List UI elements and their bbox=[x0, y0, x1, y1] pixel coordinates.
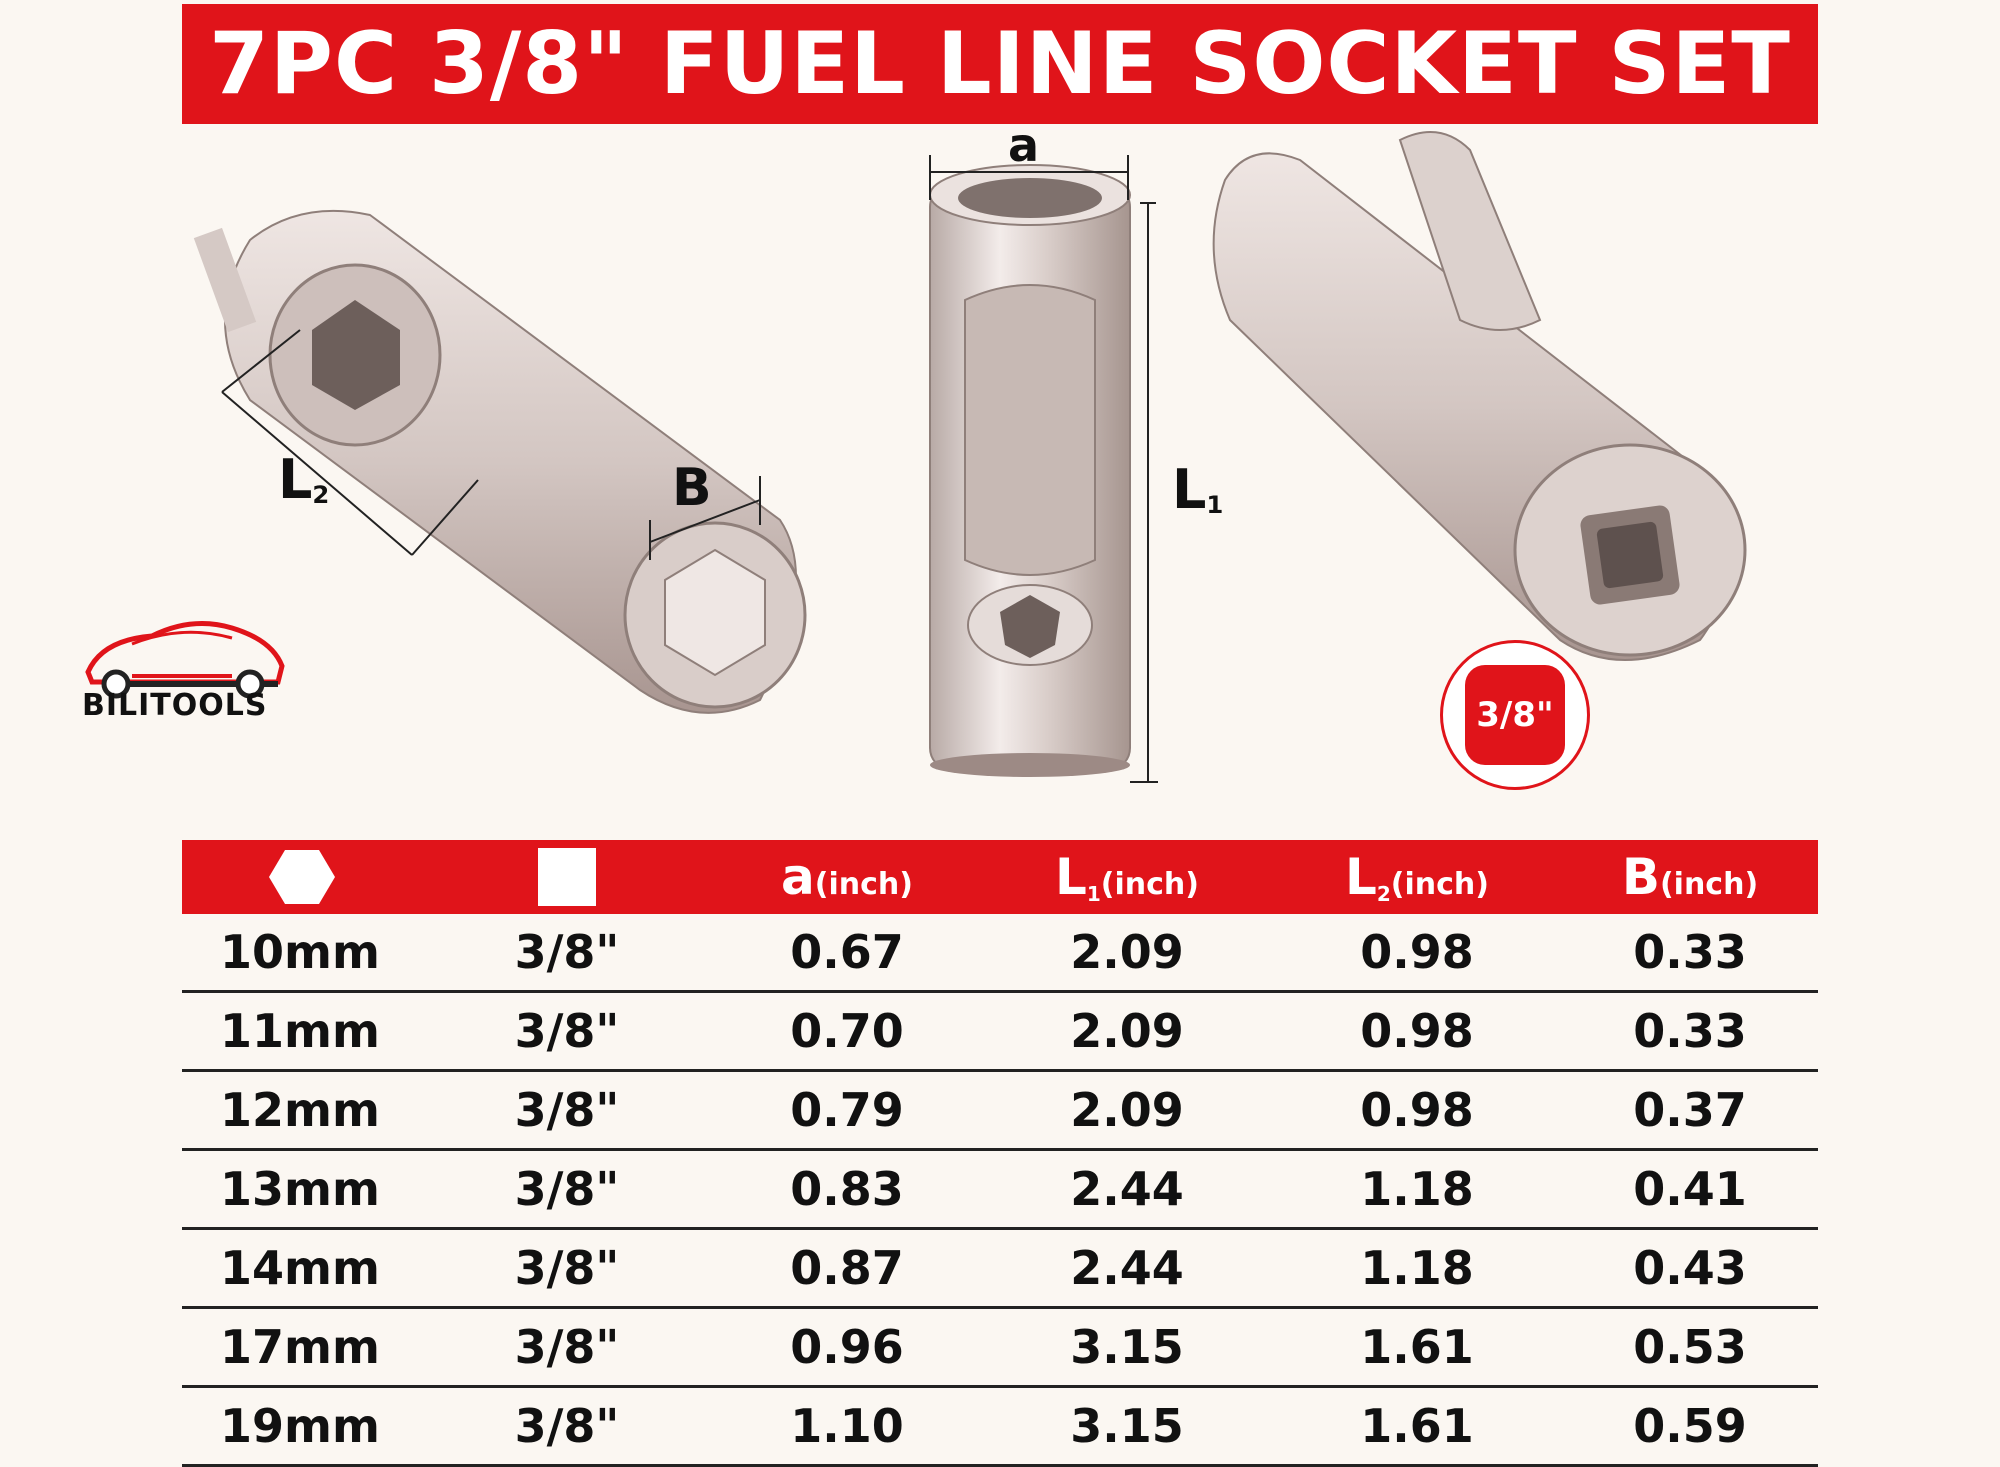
cell-l1: 2.09 bbox=[982, 914, 1272, 992]
cell-hex-size: 12mm bbox=[182, 1071, 422, 1150]
cell-a: 0.70 bbox=[712, 992, 982, 1071]
table-row bbox=[182, 992, 1818, 1071]
header-b: B(inch) bbox=[1562, 840, 1818, 914]
cell-hex-size: 10mm bbox=[182, 914, 422, 992]
cell-a: 0.83 bbox=[712, 1150, 982, 1229]
cell-l1: 2.09 bbox=[982, 1071, 1272, 1150]
dimension-b-label: B bbox=[672, 458, 712, 518]
table-row bbox=[182, 1071, 1818, 1150]
header-l2: $L_2(inch)$ bbox=[1272, 840, 1562, 914]
cell-hex-size: 13mm bbox=[182, 1150, 422, 1229]
cell-b: 0.37 bbox=[1562, 1071, 1818, 1150]
cell-a: 0.96 bbox=[712, 1308, 982, 1387]
cell-l2: 0.98 bbox=[1272, 914, 1562, 992]
cell-b: 0.53 bbox=[1562, 1308, 1818, 1387]
dimension-a-label: a bbox=[1008, 118, 1040, 172]
cell-l1: 2.09 bbox=[982, 992, 1272, 1071]
cell-hex-size: 14mm bbox=[182, 1229, 422, 1308]
cell-b: 0.33 bbox=[1562, 914, 1818, 992]
cell-a: 0.79 bbox=[712, 1071, 982, 1150]
cell-a: 1.10 bbox=[712, 1387, 982, 1466]
dimension-l1-label: $L_1$ bbox=[1172, 458, 1224, 521]
spec-table bbox=[182, 840, 1818, 1467]
cell-drive-size: 3/8" bbox=[422, 914, 712, 992]
header-a: a(inch) bbox=[712, 840, 982, 914]
table-row bbox=[182, 1150, 1818, 1229]
cell-hex-size: 11mm bbox=[182, 992, 422, 1071]
cell-drive-size: 3/8" bbox=[422, 1150, 712, 1229]
cell-l2: 0.98 bbox=[1272, 1071, 1562, 1150]
table-row bbox=[182, 914, 1818, 992]
cell-hex-size: 17mm bbox=[182, 1308, 422, 1387]
hexagon-icon bbox=[267, 847, 337, 907]
dimension-l1-line bbox=[1130, 203, 1158, 782]
header-hex-size bbox=[182, 840, 422, 914]
cell-hex-size: 19mm bbox=[182, 1387, 422, 1466]
cell-b: 0.41 bbox=[1562, 1150, 1818, 1229]
drive-size-badge bbox=[1440, 640, 1590, 790]
brand-name: BILITOOLS bbox=[82, 688, 268, 723]
cell-b: 0.33 bbox=[1562, 992, 1818, 1071]
table-row bbox=[182, 1229, 1818, 1308]
drive-size-label: 3/8" bbox=[1465, 665, 1565, 765]
cell-drive-size: 3/8" bbox=[422, 1308, 712, 1387]
header-l1: $L_1(inch)$ bbox=[982, 840, 1272, 914]
cell-drive-size: 3/8" bbox=[422, 1229, 712, 1308]
page-title: 7PC 3/8" FUEL LINE SOCKET SET bbox=[182, 4, 1818, 124]
cell-l1: 2.44 bbox=[982, 1150, 1272, 1229]
cell-b: 0.59 bbox=[1562, 1387, 1818, 1466]
cell-l2: 1.61 bbox=[1272, 1387, 1562, 1466]
header-drive-size bbox=[422, 840, 712, 914]
cell-l1: 3.15 bbox=[982, 1308, 1272, 1387]
cell-a: 0.87 bbox=[712, 1229, 982, 1308]
cell-drive-size: 3/8" bbox=[422, 1071, 712, 1150]
cell-l2: 1.61 bbox=[1272, 1308, 1562, 1387]
cell-b: 0.43 bbox=[1562, 1229, 1818, 1308]
square-icon bbox=[538, 848, 596, 906]
cell-drive-size: 3/8" bbox=[422, 1387, 712, 1466]
cell-l2: 1.18 bbox=[1272, 1150, 1562, 1229]
socket-right-image bbox=[1214, 132, 1745, 660]
cell-l2: 0.98 bbox=[1272, 992, 1562, 1071]
table-row bbox=[182, 1308, 1818, 1387]
dimension-l2-label: $L_2$ bbox=[278, 448, 330, 511]
cell-a: 0.67 bbox=[712, 914, 982, 992]
cell-l2: 1.18 bbox=[1272, 1229, 1562, 1308]
cell-l1: 3.15 bbox=[982, 1387, 1272, 1466]
cell-drive-size: 3/8" bbox=[422, 992, 712, 1071]
table-row bbox=[182, 1387, 1818, 1466]
socket-middle-image bbox=[930, 165, 1130, 777]
table-header-row bbox=[182, 840, 1818, 914]
cell-l1: 2.44 bbox=[982, 1229, 1272, 1308]
